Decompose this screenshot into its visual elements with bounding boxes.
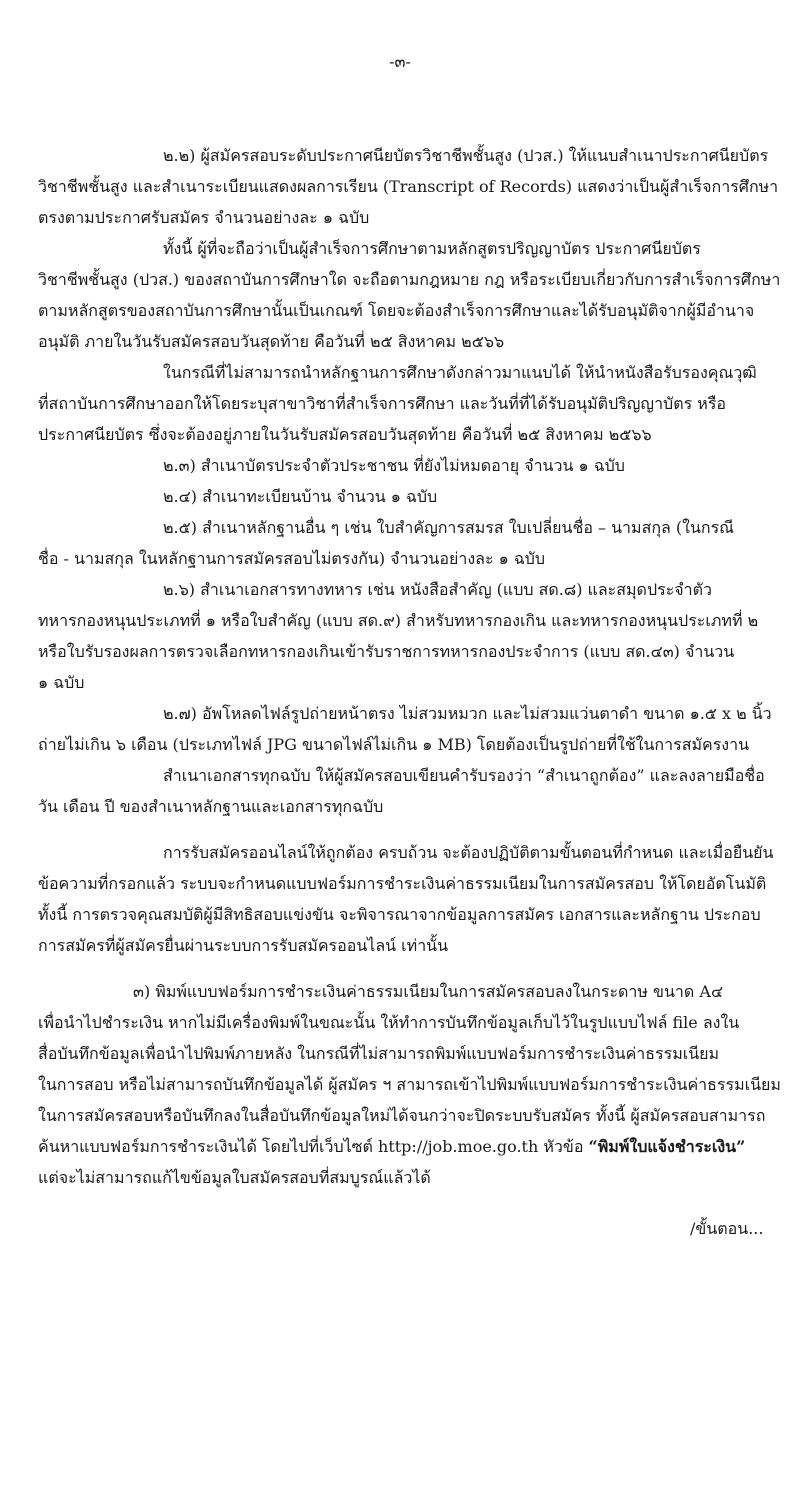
paragraph-line: ประกาศนียบัตร ซึ่งจะต้องอยู่ภายในวันรับสมัครสอบวันสุดท้าย คือวันที่ ๒๕ สิงหาคม ๒๕๖๖ <box>38 425 652 444</box>
paragraph-line: ทั้งนี้ การตรวจคุณสมบัติผู้มีสิทธิสอบแข่งขัน จะพิจารณาจากข้อมูลการสมัคร เอกสารและหลักฐาน ประกอบ <box>38 905 761 924</box>
paragraph-line: ถ่ายไม่เกิน ๖ เดือน (ประเภทไฟล์ JPG ขนาดไฟล์ไม่เกิน ๑ MB) โดยต้องเป็นรูปถ่ายที่ใช้ในการสมัครงาน <box>38 735 750 754</box>
paragraph-line: ในการสมัครสอบหรือบันทึกลงในสื่อบันทึกข้อมูลใหม่ได้จนกว่าจะปิดระบบรับสมัคร ทั้งนี้ ผู้สมัครสอบสามารถ <box>38 1106 766 1125</box>
paragraph-line: ตามหลักสูตรของสถาบันการศึกษานั้นเป็นเกณฑ์ โดยจะต้องสำเร็จการศึกษาและได้รับอนุมัติจากผู้มีอำนาจ <box>38 301 755 320</box>
line-text: ค้นหาแบบฟอร์มการชำระเงินได้ โดยไปที่เว็บไซต์ http://job.moe.go.th หัวข้อ <box>38 1137 589 1156</box>
paragraph-line: ๒.๕) สำเนาหลักฐานอื่น ๆ เช่น ใบสำคัญการสมรส ใบเปลี่ยนชื่อ – นามสกุล (ในกรณี <box>163 518 735 537</box>
paragraph-line <box>38 1136 745 1158</box>
paragraph-line: วิชาชีพชั้นสูง และสำเนาระเบียนแสดงผลการเรียน (Transcript of Records) แสดงว่าเป็นผู้สำเร็จการศึกษา <box>38 177 779 196</box>
paragraph-line: ที่สถาบันการศึกษาออกให้โดยระบุสาขาวิชาที่สำเร็จการศึกษา และวันที่ที่ได้รับอนุมัติปริญญาบัตร หรือ <box>38 394 727 413</box>
paragraph-line: การรับสมัครออนไลน์ให้ถูกต้อง ครบถ้วน จะต้องปฏิบัติตามขั้นตอนที่กำหนด และเมื่อยืนยัน <box>163 843 774 862</box>
paragraph-line: ในกรณีที่ไม่สามารถนำหลักฐานการศึกษาดังกล่าวมาแนบได้ ให้นำหนังสือรับรองคุณวุฒิ <box>163 363 757 382</box>
paragraph-line: ตรงตามประกาศรับสมัคร จำนวนอย่างละ ๑ ฉบับ <box>38 208 370 227</box>
paragraph-line: ๒.๖) สำเนาเอกสารทางทหาร เช่น หนังสือสำคัญ (แบบ สด.๘) และสมุดประจำตัว <box>163 580 713 599</box>
paragraph-line: ๒.๒) ผู้สมัครสอบระดับประกาศนียบัตรวิชาชีพชั้นสูง (ปวส.) ให้แนบสำเนาประกาศนียบัตร <box>163 146 769 165</box>
paragraph-line: ๒.๗) อัพโหลดไฟล์รูปถ่ายหน้าตรง ไม่สวมหมวก และไม่สวมแว่นตาดำ ขนาด ๑.๕ x ๒ นิ้ว <box>163 704 772 723</box>
paragraph-line: ในการสอบ หรือไม่สามารถบันทึกข้อมูลได้ ผู้สมัคร ฯ สามารถเข้าไปพิมพ์แบบฟอร์มการชำระเงินค่าธรรมเนียม <box>38 1075 781 1094</box>
paragraph-line: สื่อบันทึกข้อมูลเพื่อนำไปพิมพ์ภายหลัง ในกรณีที่ไม่สามารถพิมพ์แบบฟอร์มการชำระเงินค่าธรรมเนียม <box>38 1044 720 1063</box>
paragraph-line: ทหารกองหนุนประเภทที่ ๑ หรือใบสำคัญ (แบบ สด.๙) สำหรับทหารกองเกิน และทหารกองหนุนประเภทที่ ๒ <box>38 611 759 630</box>
emphasis-text: “พิมพ์ใบแจ้งชำระเงิน” <box>588 1137 746 1156</box>
paragraph-line: ๒.๔) สำเนาทะเบียนบ้าน จำนวน ๑ ฉบับ <box>163 487 438 506</box>
paragraph-line: ข้อความที่กรอกแล้ว ระบบจะกำหนดแบบฟอร์มการชำระเงินค่าธรรมเนียมในการสมัครสอบ ให้โดยอัตโนมัติ <box>38 874 767 893</box>
page-number: -๓- <box>389 52 411 71</box>
paragraph-line: หรือใบรับรองผลการตรวจเลือกทหารกองเกินเข้ารับราชการทหารกองประจำการ (แบบ สด.๔๓) จำนวน <box>38 642 735 661</box>
paragraph-line: เพื่อนำไปชำระเงิน หากไม่มีเครื่องพิมพ์ในขณะนั้น ให้ทำการบันทึกข้อมูลเก็บไว้ในรูปแบบไฟล์ file ลงใน <box>38 1013 740 1032</box>
paragraph-line: แต่จะไม่สามารถแก้ไขข้อมูลใบสมัครสอบที่สมบูรณ์แล้วได้ <box>38 1168 431 1187</box>
paragraph-line: ๑ ฉบับ <box>38 673 85 692</box>
paragraph-line: วิชาชีพชั้นสูง (ปวส.) ของสถาบันการศึกษาใด จะถือตามกฎหมาย กฎ หรือระเบียบเกี่ยวกับการสำเร็จการศึกษา <box>38 270 781 289</box>
paragraph-line: ๒.๓) สำเนาบัตรประจำตัวประชาชน ที่ยังไม่หมดอายุ จำนวน ๑ ฉบับ <box>163 456 625 475</box>
paragraph-line: สำเนาเอกสารทุกฉบับ ให้ผู้สมัครสอบเขียนคำรับรองว่า “สำเนาถูกต้อง” และลงลายมือชื่อ <box>163 766 765 785</box>
paragraph-line: อนุมัติ ภายในวันรับสมัครสอบวันสุดท้าย คือวันที่ ๒๕ สิงหาคม ๒๕๖๖ <box>38 332 505 351</box>
paragraph-line: ทั้งนี้ ผู้ที่จะถือว่าเป็นผู้สำเร็จการศึกษาตามหลักสูตรปริญญาบัตร ประกาศนียบัตร <box>163 239 701 258</box>
paragraph-line: ๓) พิมพ์แบบฟอร์มการชำระเงินค่าธรรมเนียมในการสมัครสอบลงในกระดาษ ขนาด A๔ <box>133 982 724 1001</box>
paragraph-line: วัน เดือน ปี ของสำเนาหลักฐานและเอกสารทุกฉบับ <box>38 797 384 816</box>
continuation-note: /ขั้นตอน... <box>690 1219 764 1238</box>
paragraph-line: การสมัครที่ผู้สมัครยื่นผ่านระบบการรับสมัครออนไลน์ เท่านั้น <box>38 936 449 955</box>
paragraph-line: ชื่อ - นามสกุล ในหลักฐานการสมัครสอบไม่ตรงกัน) จำนวนอย่างละ ๑ ฉบับ <box>38 549 546 568</box>
